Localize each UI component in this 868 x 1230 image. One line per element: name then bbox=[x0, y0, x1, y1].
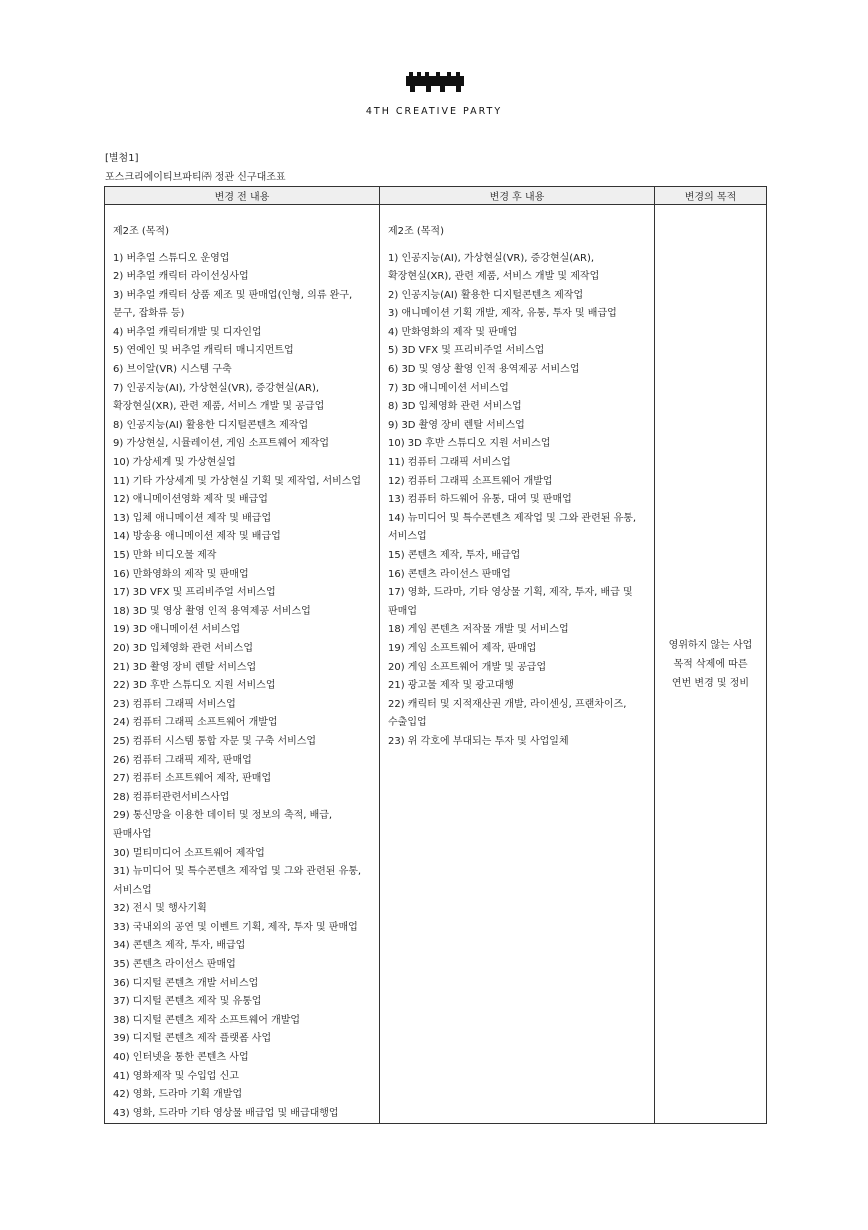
list-item: 15) 만화 비디오물 제작 bbox=[113, 550, 217, 561]
list-item: 17) 3D VFX 및 프리비주얼 서비스업 bbox=[113, 587, 276, 599]
list-item: 22) 캐릭터 및 지적재산권 개발, 라이센싱, 프랜차이즈, bbox=[388, 698, 627, 710]
table-header-row bbox=[105, 187, 767, 205]
list-item: 43) 영화, 드라마 기타 영상물 배급업 및 배급대행업 bbox=[113, 1107, 339, 1119]
list-item: 판매사업 bbox=[113, 828, 152, 840]
list-item: 16) 콘텐츠 라이선스 판매업 bbox=[388, 568, 511, 580]
list-item: 23) 컴퓨터 그래픽 서비스업 bbox=[113, 698, 236, 710]
list-item: 13) 입체 애니메이션 제작 및 배급업 bbox=[113, 512, 272, 524]
list-item: 18) 3D 및 영상 촬영 인적 용역제공 서비스업 bbox=[113, 605, 311, 617]
list-item: 13) 컴퓨터 하드웨어 유통, 대여 및 판매업 bbox=[388, 494, 572, 506]
list-item: 12) 애니메이션영화 제작 및 배급업 bbox=[113, 494, 268, 506]
list-item: 29) 통신망을 이용한 데이터 및 정보의 축적, 배급, bbox=[113, 810, 333, 822]
list-item: 서비스업 bbox=[388, 531, 427, 543]
list-item: 32) 전시 및 행사기획 bbox=[113, 903, 207, 915]
list-item: 7) 인공지능(AI), 가상현실(VR), 증강현실(AR), bbox=[113, 382, 320, 394]
list-item: 확장현실(XR), 관련 제품, 서비스 개발 및 제작업 bbox=[388, 271, 600, 283]
list-item: 16) 만화영화의 제작 및 판매업 bbox=[113, 568, 249, 580]
header-purpose: 변경의 목적 bbox=[655, 187, 767, 205]
list-item: 19) 게임 소프트웨어 제작, 판매업 bbox=[388, 642, 537, 654]
list-item: 27) 컴퓨터 소프트웨어 제작, 판매업 bbox=[113, 773, 272, 785]
brand-name: 4TH CREATIVE PARTY bbox=[365, 106, 503, 117]
list-item: 8) 인공지능(AI) 활용한 디지털콘텐츠 제작업 bbox=[113, 419, 309, 431]
list-item: 12) 컴퓨터 그래픽 소프트웨어 개발업 bbox=[388, 475, 553, 487]
list-item: 확장현실(XR), 관련 제품, 서비스 개발 및 공급업 bbox=[113, 401, 325, 413]
table-row bbox=[105, 205, 767, 1124]
list-item: 1) 버추얼 스튜디오 운영업 bbox=[113, 252, 230, 264]
list-item: 20) 게임 소프트웨어 개발 및 공급업 bbox=[388, 661, 547, 673]
list-item: 34) 콘텐츠 제작, 투자, 배급업 bbox=[113, 940, 246, 952]
list-item: 1) 인공지능(AI), 가상현실(VR), 증강현실(AR), bbox=[388, 252, 595, 264]
list-item: 24) 컴퓨터 그래픽 소프트웨어 개발업 bbox=[113, 717, 278, 729]
after-section-title: 제2조 (목적) bbox=[388, 226, 444, 237]
list-item: 18) 게임 콘텐츠 저작물 개발 및 서비스업 bbox=[388, 624, 569, 636]
header-before: 변경 전 내용 bbox=[105, 187, 380, 205]
list-item: 21) 광고물 제작 및 광고대행 bbox=[388, 680, 514, 692]
purpose-line: 목적 삭제에 따른 bbox=[673, 658, 748, 670]
list-item: 2) 버추얼 캐릭터 라이선싱사업 bbox=[113, 271, 249, 283]
list-item: 서비스업 bbox=[113, 884, 152, 896]
list-item: 3) 버추얼 캐릭터 상품 제조 및 판매업(인형, 의류 완구, bbox=[113, 289, 353, 301]
list-item: 39) 디지털 콘텐츠 제작 플랫폼 사업 bbox=[113, 1033, 272, 1045]
list-item: 5) 연예인 및 버추얼 캐릭터 매니지먼트업 bbox=[113, 345, 294, 357]
list-item: 38) 디지털 콘텐츠 제작 소프트웨어 개발업 bbox=[113, 1014, 301, 1026]
list-item: 2) 인공지능(AI) 활용한 디지털콘텐츠 제작업 bbox=[388, 289, 584, 301]
list-item: 3) 애니메이션 기획 개발, 제작, 유통, 투자 및 배급업 bbox=[388, 308, 617, 320]
list-item: 31) 뉴미디어 및 특수콘텐츠 제작업 및 그와 관련된 유통, bbox=[113, 866, 362, 878]
list-item: 11) 컴퓨터 그래픽 서비스업 bbox=[388, 457, 511, 469]
after-list bbox=[388, 250, 654, 752]
list-item: 26) 컴퓨터 그래픽 제작, 판매업 bbox=[113, 754, 252, 766]
list-item: 문구, 잡화류 등) bbox=[113, 308, 185, 320]
list-item: 6) 브이알(VR) 시스템 구축 bbox=[113, 364, 232, 376]
list-item: 수출입업 bbox=[388, 717, 427, 729]
list-item: 14) 방송용 애니메이션 제작 및 배급업 bbox=[113, 531, 281, 543]
attachment-label: [별첨1] bbox=[105, 153, 139, 164]
list-item: 9) 3D 촬영 장비 렌탈 서비스업 bbox=[388, 419, 525, 431]
list-item: 14) 뉴미디어 및 특수콘텐츠 제작업 및 그와 관련된 유통, bbox=[388, 512, 637, 524]
list-item: 판매업 bbox=[388, 605, 417, 617]
list-item: 42) 영화, 드라마 기획 개발업 bbox=[113, 1089, 243, 1101]
list-item: 19) 3D 애니메이션 서비스업 bbox=[113, 624, 241, 636]
list-item: 9) 가상현실, 시뮬레이션, 게임 소프트웨어 제작업 bbox=[113, 438, 330, 450]
list-item: 5) 3D VFX 및 프리비주얼 서비스업 bbox=[388, 345, 545, 357]
list-item: 25) 컴퓨터 시스템 통합 자문 및 구축 서비스업 bbox=[113, 735, 317, 747]
list-item: 4) 만화영화의 제작 및 판매업 bbox=[388, 326, 518, 338]
list-item: 30) 멀티미디어 소프트웨어 제작업 bbox=[113, 847, 265, 859]
list-item: 23) 위 각호에 부대되는 투자 및 사업일체 bbox=[388, 735, 569, 747]
before-list bbox=[113, 250, 379, 1124]
header-after: 변경 후 내용 bbox=[380, 187, 655, 205]
list-item: 10) 가상세계 및 가상현실업 bbox=[113, 457, 236, 469]
list-item: 10) 3D 후반 스튜디오 지원 서비스업 bbox=[388, 438, 551, 450]
list-item: 15) 콘텐츠 제작, 투자, 배급업 bbox=[388, 550, 521, 561]
list-item: 33) 국내외의 공연 및 이벤트 기획, 제작, 투자 및 판매업 bbox=[113, 921, 358, 933]
list-item: 22) 3D 후반 스튜디오 지원 서비스업 bbox=[113, 680, 276, 692]
list-item: 17) 영화, 드라마, 기타 영상물 기획, 제작, 투자, 배급 및 bbox=[388, 587, 633, 599]
brand-logo bbox=[406, 72, 464, 94]
list-item: 4) 버추얼 캐릭터개발 및 디자인업 bbox=[113, 326, 262, 338]
purpose-line: 영위하지 않는 사업 bbox=[668, 639, 753, 651]
list-item: 6) 3D 및 영상 촬영 인적 용역제공 서비스업 bbox=[388, 364, 580, 376]
list-item: 36) 디지털 콘텐츠 개발 서비스업 bbox=[113, 977, 259, 989]
list-item: 11) 기타 가상세계 및 가상현실 기획 및 제작업, 서비스업 bbox=[113, 475, 362, 487]
list-item: 21) 3D 촬영 장비 렌탈 서비스업 bbox=[113, 661, 257, 673]
before-section-title: 제2조 (목적) bbox=[113, 226, 169, 237]
list-item: 28) 컴퓨터관련서비스사업 bbox=[113, 791, 230, 803]
list-item: 20) 3D 입체영화 관련 서비스업 bbox=[113, 642, 254, 654]
list-item: 8) 3D 입체영화 관련 서비스업 bbox=[388, 401, 522, 413]
comparison-table bbox=[104, 186, 767, 1124]
purpose-line: 연번 변경 및 정비 bbox=[671, 677, 750, 689]
list-item: 7) 3D 애니메이션 서비스업 bbox=[388, 382, 509, 394]
list-item: 40) 인터넷을 통한 콘텐츠 사업 bbox=[113, 1052, 249, 1064]
document-title: 포스크리에이티브파티㈜ 정관 신구대조표 bbox=[105, 172, 286, 183]
list-item: 35) 콘텐츠 라이선스 판매업 bbox=[113, 959, 236, 971]
before-column bbox=[105, 205, 380, 1124]
purpose-column bbox=[655, 205, 767, 1124]
list-item: 37) 디지털 콘텐츠 제작 및 유통업 bbox=[113, 996, 262, 1008]
after-column bbox=[380, 205, 655, 1124]
list-item: 41) 영화제작 및 수입업 신고 bbox=[113, 1070, 239, 1082]
